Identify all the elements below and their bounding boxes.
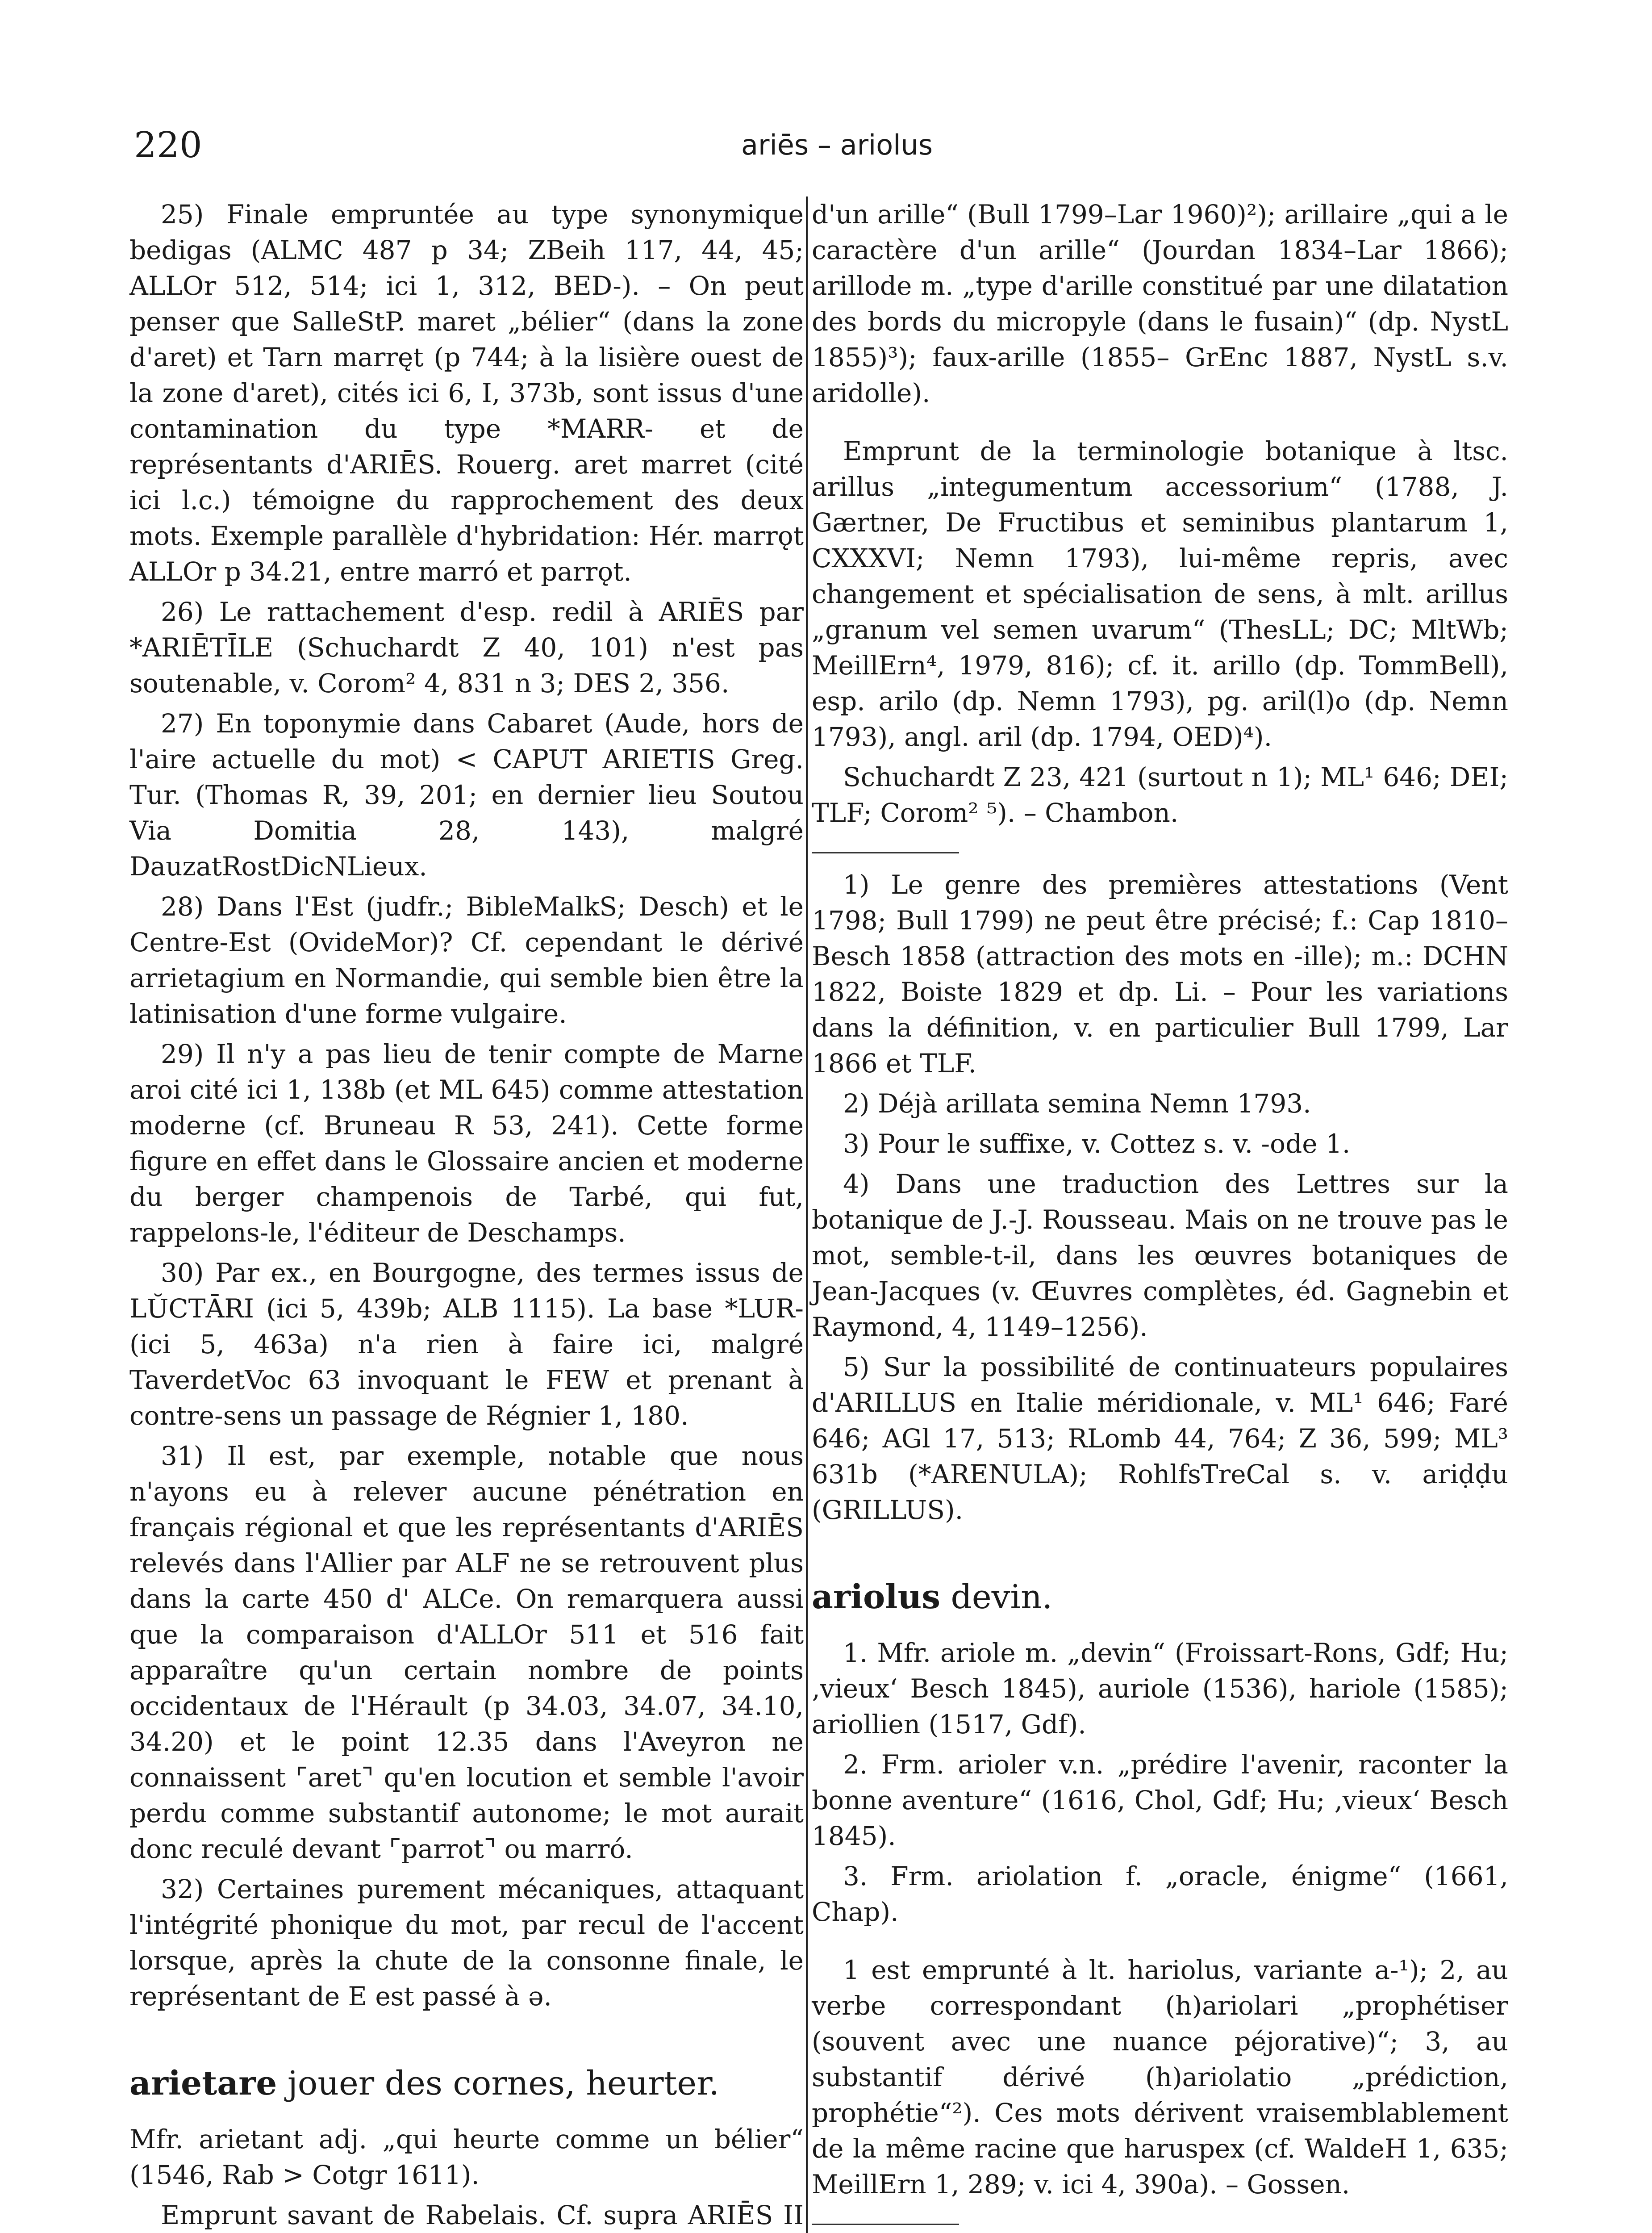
ariolus-para-2: 2. Frm. arioler v.n. „prédire l'avenir, raconter la bonne aventure“ (1616, Chol, Gdf; Hu; ‚vieux‘ Besch 1845).	[812, 1749, 1508, 1851]
arillus-note-4: 4) Dans une traduction des Lettres sur la botanique de J.-J. Rousseau. Mais on ne trouve pas le mot, semble-t-il, dans les œuvres botaniques de Jean-Jacques (v. Œuvres complètes, éd. Gagnebin et Raymond, 4, 1149–1256).	[812, 1169, 1508, 1342]
gloss-ariolus: devin.	[940, 1578, 1053, 1616]
note-30: 30) Par ex., en Bourgogne, des termes issus de LŬCTĀRI (ici 5, 439b; ALB 1115). La base *LUR- (ici 5, 463a) n'a rien à faire ici, malgré TaverdetVoc 63 invoquant le FEW et prenant à contre-sens un passage de Régnier 1, 180.	[129, 1258, 804, 1431]
arillus-note-2: 2) Déjà arillata semina Nemn 1793.	[843, 1088, 1311, 1119]
spacer	[812, 415, 1508, 433]
page-header	[134, 124, 1518, 178]
arillus-comment-2: Schuchardt Z 23, 421 (surtout n 1); ML¹ 646; DEI; TLF; Corom² ⁵). – Chambon.	[812, 762, 1508, 828]
page-number: 220	[134, 124, 202, 166]
footnote-rule	[812, 2224, 959, 2225]
ariolus-para-3: 3. Frm. ariolation f. „oracle, énigme“ (1661, Chap).	[812, 1861, 1508, 1927]
note-32: 32) Certaines purement mécaniques, attaquant l'intégrité phonique du mot, par recul de l'accent lorsque, après la chute de la consonne finale, le représentant de E est passé à ə.	[129, 1874, 804, 2011]
spacer	[812, 1934, 1508, 1952]
lemma-arietare: arietare	[129, 2064, 277, 2103]
entry-heading-ariolus	[812, 1577, 1508, 1617]
note-29: 29) Il n'y a pas lieu de tenir compte de Marne aroi cité ici 1, 138b (et ML 645) comme attestation moderne (cf. Bruneau R 53, 241). Cette forme figure en effet dans le Glossaire ancien et moderne du berger champenois de Tarbé, qui fut, rappelons-le, l'éditeur de Deschamps.	[129, 1039, 804, 1248]
note-27: 27) En toponymie dans Cabaret (Aude, hors de l'aire actuelle du mot) < CAPUT ARIETIS Greg. Tur. (Thomas R, 39, 201; en dernier lieu Soutou Via Domitia 28, 143), malgré DauzatRostDicNLieux.	[129, 708, 804, 882]
right-column	[812, 197, 1508, 2233]
arillus-continuation: d'un arille“ (Bull 1799–Lar 1960)²); arillaire „qui a le caractère d'un arille“ (Jourdan 1834–Lar 1866); arillode m. „type d'arille constitué par une dilatation des bords du micropyle (dans le fusain)“ (dp. NystL 1855)³); faux-arille (1855– GrEnc 1887, NystL s.v. aridolle).	[812, 199, 1508, 408]
arietare-para-1: Mfr. arietant adj. „qui heurte comme un bélier“ (1546, Rab > Cotgr 1611).	[129, 2124, 804, 2190]
arillus-note-1: 1) Le genre des premières attestations (Vent 1798; Bull 1799) ne peut être précisé; f.: Cap 1810–Besch 1858 (attraction des mots en -ille); m.: DCHN 1822, Boiste 1829 et dp. Li. – Pour les variations dans la définition, v. en particulier Bull 1799, Lar 1866 et TLF.	[812, 870, 1508, 1079]
arietare-para-2: Emprunt savant de Rabelais. Cf. supra ARIĒS II	[161, 2200, 804, 2230]
gloss-arietare: jouer des cornes, heurter.	[277, 2064, 719, 2103]
arillus-note-3: 3) Pour le suffixe, v. Cottez s. v. -ode 1.	[843, 1129, 1351, 1159]
arillus-comment-1: Emprunt de la terminologie botanique à ltsc. arillus „integumentum accessorium“ (1788, J. Gærtner, De Fructibus et seminibus plantarum 1, CXXXVI; Nemn 1793), lui-même repris, avec changement et spécialisation de sens, à mlt. arillus „granum vel semen uvarum“ (ThesLL; DC; MltWb; MeillErn⁴, 1979, 816); cf. it. arillo (dp. TommBell), esp. arilo (dp. Nemn 1793), pg. aril(l)o (dp. Nemn 1793), angl. aril (dp. 1794, OED)⁴).	[812, 436, 1508, 752]
running-title: ariēs – ariolus	[741, 129, 933, 161]
left-column	[129, 197, 804, 2233]
footnote-rule	[812, 852, 959, 853]
note-28: 28) Dans l'Est (judfr.; BibleMalkS; Desch) et le Centre-Est (OvideMor)? Cf. cependant le dérivé arrietagium en Normandie, qui semble bien être la latinisation d'une forme vulgaire.	[129, 891, 804, 1029]
column-divider	[806, 197, 808, 2233]
entry-heading-arietare	[129, 2063, 804, 2103]
ariolus-para-1: 1. Mfr. ariole m. „devin“ (Froissart-Rons, Gdf; Hu; ‚vieux‘ Besch 1845), auriole (1536), hariole (1585); ariollien (1517, Gdf).	[812, 1638, 1508, 1740]
lemma-ariolus: ariolus	[812, 1578, 940, 1616]
note-25: 25) Finale empruntée au type synonymique bedigas (ALMC 487 p 34; ZBeih 117, 44, 45; ALLOr 512, 514; ici 1, 312, BED-). – On peut penser que SalleStP. maret „bélier“ (dans la zone d'aret) et Tarn marręt (p 744; à la lisière ouest de la zone d'aret), cités ici 6, I, 373b, sont issus d'une contamination du type *MARR- et de représentants d'ARIĒS. Rouerg. aret marret (cité ici l.c.) témoigne du rapprochement des deux mots. Exemple parallèle d'hybridation: Hér. marrǫt ALLOr p 34.21, entre marró et parrǫt.	[129, 199, 804, 587]
note-26: 26) Le rattachement d'esp. redil à ARIĒS par *ARIĒTĪLE (Schuchardt Z 40, 101) n'est pas soutenable, v. Corom² 4, 831 n 3; DES 2, 356.	[129, 597, 804, 698]
arillus-note-5: 5) Sur la possibilité de continuateurs populaires d'ARILLUS en Italie méridionale, v. ML¹ 646; Faré 646; AGl 17, 513; RLomb 44, 764; Z 36, 599; ML³ 631b (*ARENULA); RohlfsTreCal s. v. ariḍḍu (GRILLUS).	[812, 1352, 1508, 1525]
ariolus-comment: 1 est emprunté à lt. hariolus, variante a-¹); 2, au verbe correspondant (h)ariolari „prophétiser (souvent avec une nuance péjorative)“; 3, au substantif dérivé (h)ariolatio „prédiction, prophétie“²). Ces mots dérivent vraisemblablement de la même racine que haruspex (cf. WaldeH 1, 635; MeillErn 1, 289; v. ici 4, 390a). – Gossen.	[812, 1955, 1508, 2200]
note-31: 31) Il est, par exemple, notable que nous n'ayons eu à relever aucune pénétration en français régional et que les représentants d'ARIĒS relevés dans l'Allier par ALF ne se retrouvent plus dans la carte 450 d' ALCe. On remarquera aussi que la comparaison d'ALLOr 511 et 516 fait apparaître qu'un certain nombre de points occidentaux de l'Hérault (p 34.03, 34.07, 34.10, 34.20) et le point 12.35 dans l'Aveyron ne connaissent ⌜aret⌝ qu'en locution et semble l'avoir perdu comme substantif autonome; le mot aurait donc reculé devant ⌜parrot⌝ ou marró.	[129, 1441, 804, 1864]
